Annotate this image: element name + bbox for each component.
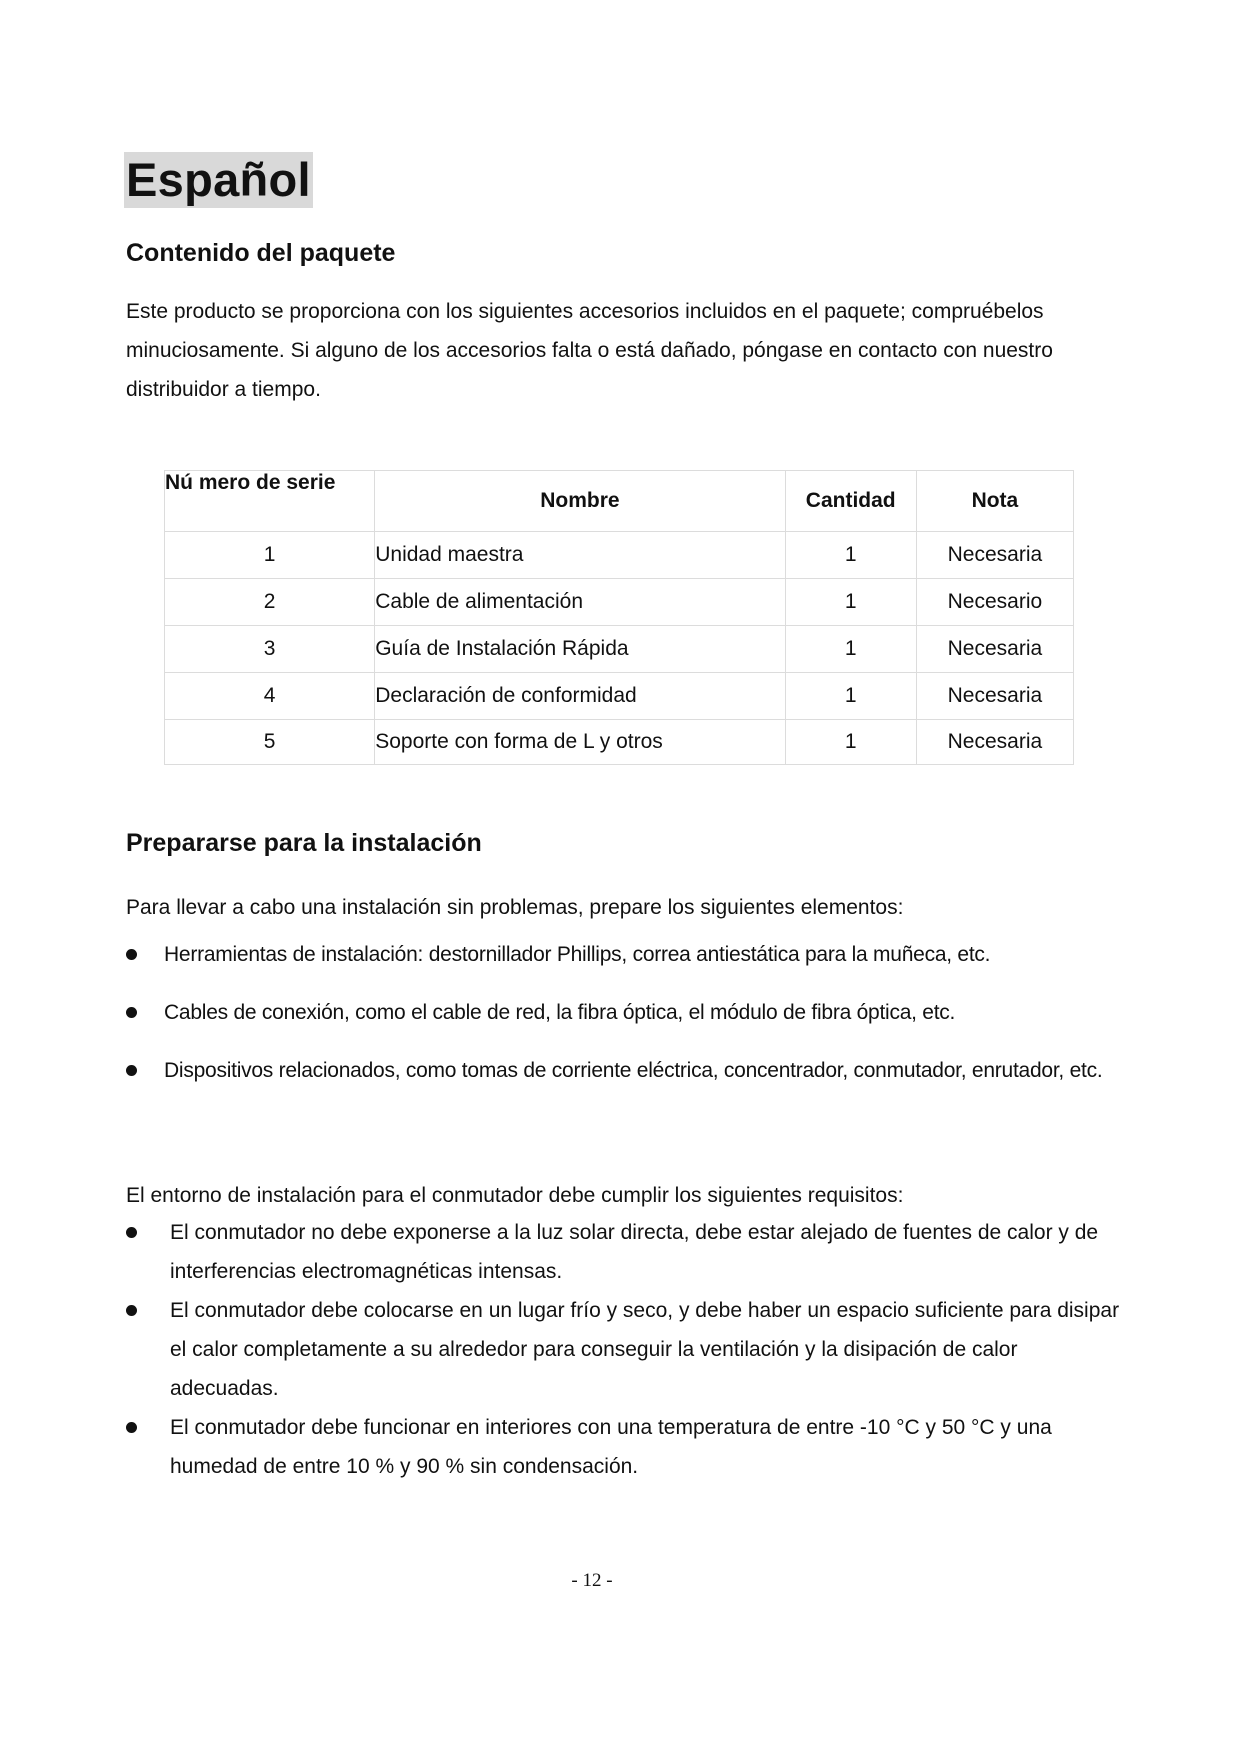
bullet-icon [126, 1227, 137, 1238]
environment-requirements-list [126, 1213, 1126, 1486]
header-note: Nota [916, 471, 1073, 532]
cell-name: Soporte con forma de L y otros [375, 720, 785, 765]
cell-quantity: 1 [785, 579, 916, 626]
table-row [165, 720, 1074, 765]
list-item-text: Herramientas de instalación: destornillador Phillips, correa antiestática para la muñeca, etc. [164, 943, 991, 966]
package-contents-heading: Contenido del paquete [126, 239, 396, 267]
cell-quantity: 1 [785, 720, 916, 765]
cell-serial: 2 [165, 579, 375, 626]
list-item-text: El conmutador debe colocarse en un lugar frío y seco, y debe haber un espacio suficiente para disipar el calor completamente a su alrededor para conseguir la ventilación y la disipación de calor adecuadas. [170, 1299, 1120, 1400]
table-row [165, 579, 1074, 626]
list-item [126, 1291, 1126, 1408]
list-item-text: El conmutador debe funcionar en interiores con una temperatura de entre -10 °C y 50 °C y una humedad de entre 10 % y 90 % sin condensación. [170, 1416, 1052, 1478]
list-item-text: El conmutador no debe exponerse a la luz solar directa, debe estar alejado de fuentes de calor y de interferencias electromagnéticas intensas. [170, 1221, 1099, 1283]
cell-quantity: 1 [785, 626, 916, 673]
cell-note: Necesario [916, 579, 1073, 626]
cell-quantity: 1 [785, 673, 916, 720]
cell-note: Necesaria [916, 532, 1073, 579]
header-name: Nombre [375, 471, 785, 532]
bullet-icon [126, 949, 137, 960]
table-header-row [165, 471, 1074, 532]
bullet-icon [126, 1007, 137, 1018]
cell-quantity: 1 [785, 532, 916, 579]
bullet-icon [126, 1065, 137, 1076]
cell-note: Necesaria [916, 673, 1073, 720]
prepare-installation-intro: Para llevar a cabo una instalación sin problemas, prepare los siguientes elementos: [126, 896, 904, 919]
header-quantity: Cantidad [785, 471, 916, 532]
table-row [165, 626, 1074, 673]
cell-serial: 3 [165, 626, 375, 673]
table-row [165, 673, 1074, 720]
table-row [165, 532, 1074, 579]
cell-name: Unidad maestra [375, 532, 785, 579]
package-contents-intro: Este producto se proporciona con los siguientes accesorios incluidos en el paquete; compruébelos minuciosamente. Si alguno de los accesorios falta o está dañado, póngase en contacto con nuestro distribuidor a tiempo. [126, 300, 1053, 401]
cell-note: Necesaria [916, 720, 1073, 765]
cell-note: Necesaria [916, 626, 1073, 673]
cell-name: Guía de Instalación Rápida [375, 626, 785, 673]
header-serial-number: Nú mero de serie [165, 471, 375, 532]
list-item [126, 1213, 1126, 1291]
preparation-list [126, 935, 1126, 1109]
cell-serial: 4 [165, 673, 375, 720]
list-item-text: Cables de conexión, como el cable de red, la fibra óptica, el módulo de fibra óptica, etc. [164, 1001, 956, 1024]
list-item [126, 1051, 1126, 1090]
bullet-icon [126, 1305, 137, 1316]
bullet-icon [126, 1422, 137, 1433]
list-item [126, 935, 1126, 974]
page-number: - 12 - [571, 1570, 613, 1591]
cell-serial: 1 [165, 532, 375, 579]
language-title: Español [126, 153, 311, 206]
list-item-text: Dispositivos relacionados, como tomas de corriente eléctrica, concentrador, conmutador, enrutador, etc. [164, 1059, 1103, 1082]
cell-name: Declaración de conformidad [375, 673, 785, 720]
list-item [126, 1408, 1126, 1486]
package-contents-table [164, 470, 1074, 765]
list-item [126, 993, 1126, 1032]
cell-name: Cable de alimentación [375, 579, 785, 626]
environment-intro: El entorno de instalación para el conmutador debe cumplir los siguientes requisitos: [126, 1184, 904, 1207]
cell-serial: 5 [165, 720, 375, 765]
prepare-installation-heading: Prepararse para la instalación [126, 829, 482, 857]
